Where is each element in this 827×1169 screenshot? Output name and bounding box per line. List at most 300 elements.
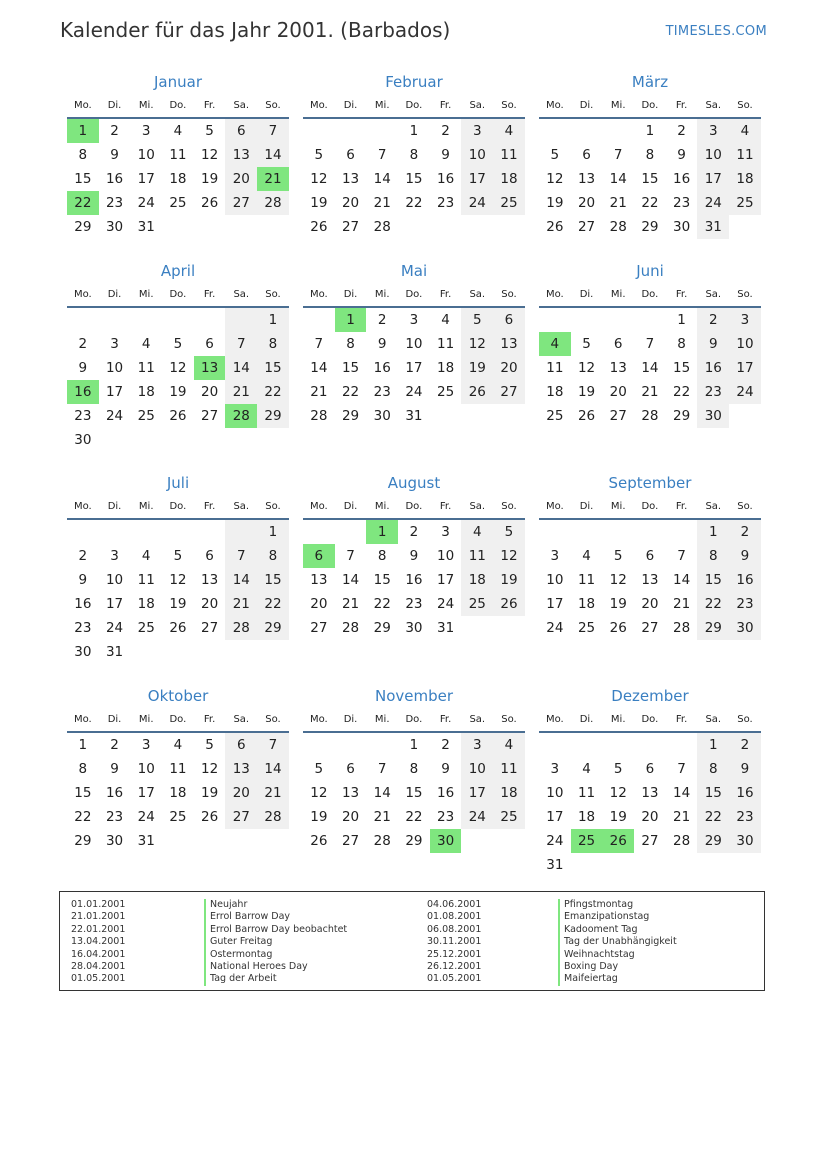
- empty-cell: [571, 733, 603, 757]
- holiday-name: Ostermontag: [204, 949, 347, 961]
- holiday-name: Emanzipationstag: [558, 911, 677, 923]
- weekday-label: Di.: [579, 501, 594, 512]
- weekday-label: Do.: [641, 100, 659, 111]
- weekday-label: Sa.: [469, 501, 486, 512]
- day-cell: 20: [493, 356, 525, 380]
- day-cell: 11: [577, 572, 596, 588]
- empty-cell: [634, 520, 666, 544]
- empty-cell: [303, 308, 335, 332]
- holiday-name: Maifeiertag: [558, 973, 677, 985]
- day-cell: 23: [105, 809, 124, 825]
- day-cell: 4: [141, 548, 151, 564]
- day-cell: 3: [729, 308, 761, 332]
- day-cell: 13: [194, 356, 226, 380]
- day-cell: 7: [257, 119, 289, 143]
- day-cell: 4: [173, 123, 183, 139]
- holiday-date: 01.05.2001: [71, 973, 126, 985]
- day-cell: 26: [602, 829, 634, 853]
- month-10: [67, 685, 289, 853]
- month-name: April: [160, 262, 196, 280]
- day-cell: 17: [697, 167, 729, 191]
- day-cell: 31: [137, 833, 155, 849]
- empty-cell: [539, 308, 571, 332]
- day-cell: 11: [137, 360, 155, 376]
- day-cell: 16: [729, 568, 761, 592]
- weekday-label: Di.: [579, 289, 594, 300]
- day-cell: 7: [677, 548, 686, 564]
- week-row: [67, 404, 289, 428]
- day-cell: 8: [78, 147, 88, 163]
- day-cell: 5: [550, 147, 560, 163]
- day-cell: 19: [310, 809, 328, 825]
- week-row: [539, 733, 761, 757]
- weekday-label: So.: [737, 501, 753, 512]
- weekday-label: So.: [737, 100, 753, 111]
- day-cell: 6: [346, 147, 355, 163]
- day-cell: 10: [461, 757, 493, 781]
- day-cell: 1: [257, 520, 289, 544]
- day-cell: 3: [409, 312, 419, 328]
- day-cell: 9: [78, 360, 88, 376]
- day-cell: 14: [373, 171, 391, 187]
- day-cell: 15: [257, 356, 289, 380]
- day-cell: 19: [609, 596, 627, 612]
- week-row: [67, 428, 289, 452]
- empty-cell: [194, 640, 226, 664]
- month-name: August: [387, 474, 441, 492]
- day-cell: 8: [697, 544, 729, 568]
- day-cell: 22: [341, 384, 360, 400]
- day-cell: 15: [697, 781, 729, 805]
- day-cell: 21: [225, 592, 257, 616]
- holiday-name: Pfingstmontag: [558, 899, 677, 911]
- holiday-date: 30.11.2001: [427, 936, 482, 948]
- day-cell: 26: [201, 809, 219, 825]
- weekday-label: Di.: [343, 714, 358, 725]
- empty-cell: [430, 404, 462, 428]
- day-cell: 30: [430, 829, 462, 853]
- day-cell: 4: [582, 761, 591, 777]
- day-cell: 1: [78, 737, 88, 753]
- weekday-label: Do.: [169, 501, 187, 512]
- weekday-label: Sa.: [469, 289, 486, 300]
- empty-cell: [99, 428, 131, 452]
- holiday-date: 25.12.2001: [427, 948, 482, 960]
- day-cell: 7: [613, 147, 623, 163]
- weekday-label: Do.: [405, 501, 423, 512]
- day-cell: 9: [110, 147, 119, 163]
- empty-cell: [602, 119, 634, 143]
- day-cell: 9: [697, 332, 729, 356]
- weekday-label: So.: [265, 289, 281, 300]
- empty-cell: [162, 308, 194, 332]
- empty-cell: [99, 308, 131, 332]
- month-2: [303, 71, 525, 239]
- day-cell: 27: [609, 408, 627, 424]
- day-cell: 2: [729, 733, 761, 757]
- weekday-label: Di.: [579, 100, 594, 111]
- day-cell: 10: [105, 360, 124, 376]
- day-cell: 23: [437, 809, 455, 825]
- week-row: [303, 544, 525, 568]
- weekday-label: Sa.: [705, 501, 722, 512]
- weekday-header: [303, 709, 525, 733]
- day-cell: 6: [346, 761, 355, 777]
- day-cell: 23: [697, 380, 729, 404]
- day-cell: 21: [373, 809, 391, 825]
- weekday-label: Mi.: [138, 501, 154, 512]
- day-cell: 21: [225, 380, 257, 404]
- day-cell: 4: [729, 119, 761, 143]
- day-cell: 21: [673, 809, 691, 825]
- day-cell: 21: [310, 384, 328, 400]
- weekday-label: Fr.: [675, 714, 688, 725]
- week-row: [303, 616, 525, 640]
- empty-cell: [257, 829, 289, 853]
- day-cell: 29: [697, 616, 729, 640]
- week-row: [303, 119, 525, 143]
- day-cell: 7: [225, 544, 257, 568]
- empty-cell: [194, 520, 226, 544]
- month-8: [303, 472, 525, 640]
- day-cell: 5: [493, 520, 525, 544]
- day-cell: 27: [493, 380, 525, 404]
- day-cell: 26: [461, 380, 493, 404]
- day-cell: 2: [441, 123, 450, 139]
- day-cell: 4: [441, 312, 450, 328]
- empty-cell: [225, 829, 257, 853]
- week-row: [539, 191, 761, 215]
- day-cell: 25: [169, 195, 187, 211]
- day-cell: 4: [173, 737, 183, 753]
- empty-cell: [303, 119, 335, 143]
- day-cell: 10: [729, 332, 761, 356]
- day-cell: 11: [169, 147, 187, 163]
- weekday-label: Di.: [579, 714, 594, 725]
- day-cell: 28: [310, 408, 328, 424]
- week-row: [539, 757, 761, 781]
- day-cell: 11: [169, 761, 187, 777]
- day-cell: 21: [257, 781, 289, 805]
- day-cell: 12: [310, 171, 328, 187]
- empty-cell: [634, 853, 666, 877]
- day-cell: 25: [546, 408, 564, 424]
- week-row: [539, 853, 761, 877]
- weekday-label: Mo.: [73, 289, 92, 300]
- week-row: [539, 332, 761, 356]
- day-cell: 1: [409, 123, 419, 139]
- empty-cell: [130, 640, 162, 664]
- empty-cell: [225, 640, 257, 664]
- weekday-header: [539, 709, 761, 733]
- month-name: Juni: [636, 262, 664, 280]
- day-cell: 26: [169, 408, 187, 424]
- weekday-label: Sa.: [233, 714, 250, 725]
- week-row: [67, 520, 289, 544]
- day-cell: 17: [461, 781, 493, 805]
- day-cell: 13: [341, 171, 360, 187]
- day-cell: 17: [105, 384, 124, 400]
- holiday-date: 22.01.2001: [71, 923, 126, 935]
- weekday-label: So.: [501, 100, 517, 111]
- month-name: September: [608, 474, 692, 492]
- weekday-label: Mi.: [138, 100, 154, 111]
- day-cell: 24: [729, 380, 761, 404]
- day-cell: 14: [673, 572, 691, 588]
- day-cell: 8: [409, 147, 419, 163]
- day-cell: 12: [169, 572, 187, 588]
- day-cell: 4: [582, 548, 591, 564]
- week-row: [303, 404, 525, 428]
- day-cell: 18: [169, 785, 187, 801]
- day-cell: 12: [493, 544, 525, 568]
- empty-cell: [493, 404, 525, 428]
- day-cell: 15: [405, 171, 423, 187]
- empty-cell: [67, 520, 99, 544]
- holiday-name: Errol Barrow Day beobachtet: [204, 924, 347, 936]
- month-6: [539, 260, 761, 428]
- month-name: Juli: [166, 474, 190, 492]
- week-row: [303, 829, 525, 853]
- weekday-label: Mo.: [309, 714, 328, 725]
- day-cell: 31: [105, 644, 124, 660]
- day-cell: 28: [257, 191, 289, 215]
- day-cell: 16: [437, 171, 455, 187]
- week-row: [303, 805, 525, 829]
- weekday-label: Mi.: [610, 714, 626, 725]
- week-row: [67, 757, 289, 781]
- day-cell: 23: [405, 596, 423, 612]
- month-9: [539, 472, 761, 640]
- day-cell: 20: [641, 809, 659, 825]
- holiday-legend: [59, 891, 765, 991]
- day-cell: 13: [641, 572, 659, 588]
- day-cell: 29: [373, 620, 391, 636]
- weekday-label: So.: [737, 289, 753, 300]
- empty-cell: [602, 733, 634, 757]
- day-cell: 14: [257, 757, 289, 781]
- day-cell: 27: [201, 408, 219, 424]
- day-cell: 25: [461, 592, 493, 616]
- day-cell: 10: [137, 147, 155, 163]
- day-cell: 28: [641, 408, 659, 424]
- day-cell: 27: [225, 805, 257, 829]
- day-cell: 27: [341, 833, 360, 849]
- day-cell: 8: [697, 757, 729, 781]
- day-cell: 1: [335, 308, 367, 332]
- empty-cell: [461, 404, 493, 428]
- day-cell: 20: [577, 195, 596, 211]
- day-cell: 15: [373, 572, 391, 588]
- holiday-name: Neujahr: [204, 899, 347, 911]
- weekday-header: [67, 709, 289, 733]
- weekday-header: [539, 284, 761, 308]
- day-cell: 1: [257, 308, 289, 332]
- week-row: [67, 781, 289, 805]
- empty-cell: [398, 215, 430, 239]
- weekday-label: Mi.: [374, 714, 390, 725]
- day-cell: 12: [201, 761, 219, 777]
- day-cell: 17: [461, 167, 493, 191]
- empty-cell: [130, 428, 162, 452]
- day-cell: 12: [577, 360, 596, 376]
- week-row: [303, 191, 525, 215]
- day-cell: 7: [225, 332, 257, 356]
- day-cell: 23: [673, 195, 691, 211]
- day-cell: 21: [673, 596, 691, 612]
- day-cell: 24: [137, 195, 155, 211]
- day-cell: 19: [310, 195, 328, 211]
- empty-cell: [99, 520, 131, 544]
- day-cell: 14: [310, 360, 328, 376]
- day-cell: 4: [493, 733, 525, 757]
- week-row: [539, 544, 761, 568]
- day-cell: 14: [225, 568, 257, 592]
- empty-cell: [194, 215, 226, 239]
- day-cell: 30: [673, 219, 691, 235]
- month-name: November: [374, 687, 454, 705]
- day-cell: 31: [405, 408, 423, 424]
- empty-cell: [257, 428, 289, 452]
- day-cell: 23: [105, 195, 124, 211]
- day-cell: 6: [613, 336, 623, 352]
- empty-cell: [225, 520, 257, 544]
- weekday-label: Mo.: [309, 501, 328, 512]
- weekday-label: Do.: [641, 501, 659, 512]
- weekday-header: [303, 496, 525, 520]
- weekday-label: Do.: [405, 100, 423, 111]
- day-cell: 6: [225, 119, 257, 143]
- month-4: [67, 260, 289, 452]
- empty-cell: [729, 853, 761, 877]
- empty-cell: [225, 308, 257, 332]
- week-row: [539, 356, 761, 380]
- weekday-label: Di.: [107, 714, 122, 725]
- weekday-label: Di.: [343, 100, 358, 111]
- month-name: Dezember: [611, 687, 689, 705]
- weekday-label: Mo.: [73, 100, 92, 111]
- day-cell: 2: [110, 737, 119, 753]
- day-cell: 9: [377, 336, 387, 352]
- day-cell: 19: [201, 785, 219, 801]
- day-cell: 16: [74, 596, 92, 612]
- day-cell: 25: [169, 809, 187, 825]
- day-cell: 22: [373, 596, 391, 612]
- empty-cell: [67, 308, 99, 332]
- day-cell: 3: [550, 548, 560, 564]
- weekday-header: [539, 95, 761, 119]
- empty-cell: [130, 520, 162, 544]
- day-cell: 8: [257, 332, 289, 356]
- empty-cell: [162, 520, 194, 544]
- empty-cell: [225, 215, 257, 239]
- brand-link[interactable]: TIMESLES.COM: [665, 24, 767, 39]
- empty-cell: [539, 733, 571, 757]
- weekday-label: Sa.: [233, 289, 250, 300]
- empty-cell: [571, 853, 603, 877]
- day-cell: 29: [673, 408, 691, 424]
- day-cell: 31: [697, 215, 729, 239]
- day-cell: 13: [201, 572, 219, 588]
- weekday-header: [67, 496, 289, 520]
- empty-cell: [571, 119, 603, 143]
- weekday-label: Do.: [641, 714, 659, 725]
- weekday-label: Sa.: [469, 714, 486, 725]
- weekday-label: Di.: [343, 289, 358, 300]
- day-cell: 21: [341, 596, 360, 612]
- weekday-label: Mi.: [138, 714, 154, 725]
- weekday-header: [67, 284, 289, 308]
- day-cell: 22: [257, 592, 289, 616]
- day-cell: 5: [613, 761, 623, 777]
- day-cell: 26: [310, 219, 328, 235]
- week-row: [67, 640, 289, 664]
- day-cell: 14: [257, 143, 289, 167]
- day-cell: 11: [546, 360, 564, 376]
- month-7: [67, 472, 289, 664]
- day-cell: 24: [137, 809, 155, 825]
- empty-cell: [303, 520, 335, 544]
- weekday-label: Di.: [107, 501, 122, 512]
- week-row: [303, 592, 525, 616]
- month-name: Februar: [385, 73, 443, 91]
- empty-cell: [539, 520, 571, 544]
- month-name: Mai: [400, 262, 428, 280]
- weekday-label: So.: [265, 714, 281, 725]
- day-cell: 8: [346, 336, 355, 352]
- day-cell: 5: [205, 123, 214, 139]
- weekday-label: Do.: [641, 289, 659, 300]
- day-cell: 7: [257, 733, 289, 757]
- weekday-label: So.: [265, 501, 281, 512]
- month-3: [539, 71, 761, 239]
- day-cell: 5: [582, 336, 591, 352]
- day-cell: 6: [303, 544, 335, 568]
- day-cell: 3: [110, 336, 119, 352]
- weekday-header: [539, 496, 761, 520]
- weekday-label: Fr.: [675, 289, 688, 300]
- day-cell: 13: [310, 572, 328, 588]
- day-cell: 15: [673, 360, 691, 376]
- day-cell: 12: [201, 147, 219, 163]
- day-cell: 17: [137, 785, 155, 801]
- week-row: [303, 781, 525, 805]
- month-name: März: [631, 73, 669, 91]
- day-cell: 13: [641, 785, 659, 801]
- week-row: [67, 143, 289, 167]
- day-cell: 17: [546, 809, 564, 825]
- day-cell: 30: [729, 829, 761, 853]
- day-cell: 24: [546, 620, 564, 636]
- day-cell: 9: [441, 147, 450, 163]
- day-cell: 24: [105, 408, 124, 424]
- day-cell: 16: [697, 356, 729, 380]
- day-cell: 19: [169, 384, 187, 400]
- day-cell: 7: [314, 336, 324, 352]
- weekday-label: Fr.: [203, 501, 216, 512]
- empty-cell: [729, 215, 761, 239]
- day-cell: 22: [641, 195, 659, 211]
- week-row: [539, 119, 761, 143]
- day-cell: 8: [78, 761, 88, 777]
- day-cell: 25: [137, 620, 155, 636]
- holiday-name: Guter Freitag: [204, 936, 347, 948]
- day-cell: 27: [341, 219, 360, 235]
- week-row: [303, 520, 525, 544]
- day-cell: 25: [493, 191, 525, 215]
- week-row: [539, 829, 761, 853]
- week-row: [303, 757, 525, 781]
